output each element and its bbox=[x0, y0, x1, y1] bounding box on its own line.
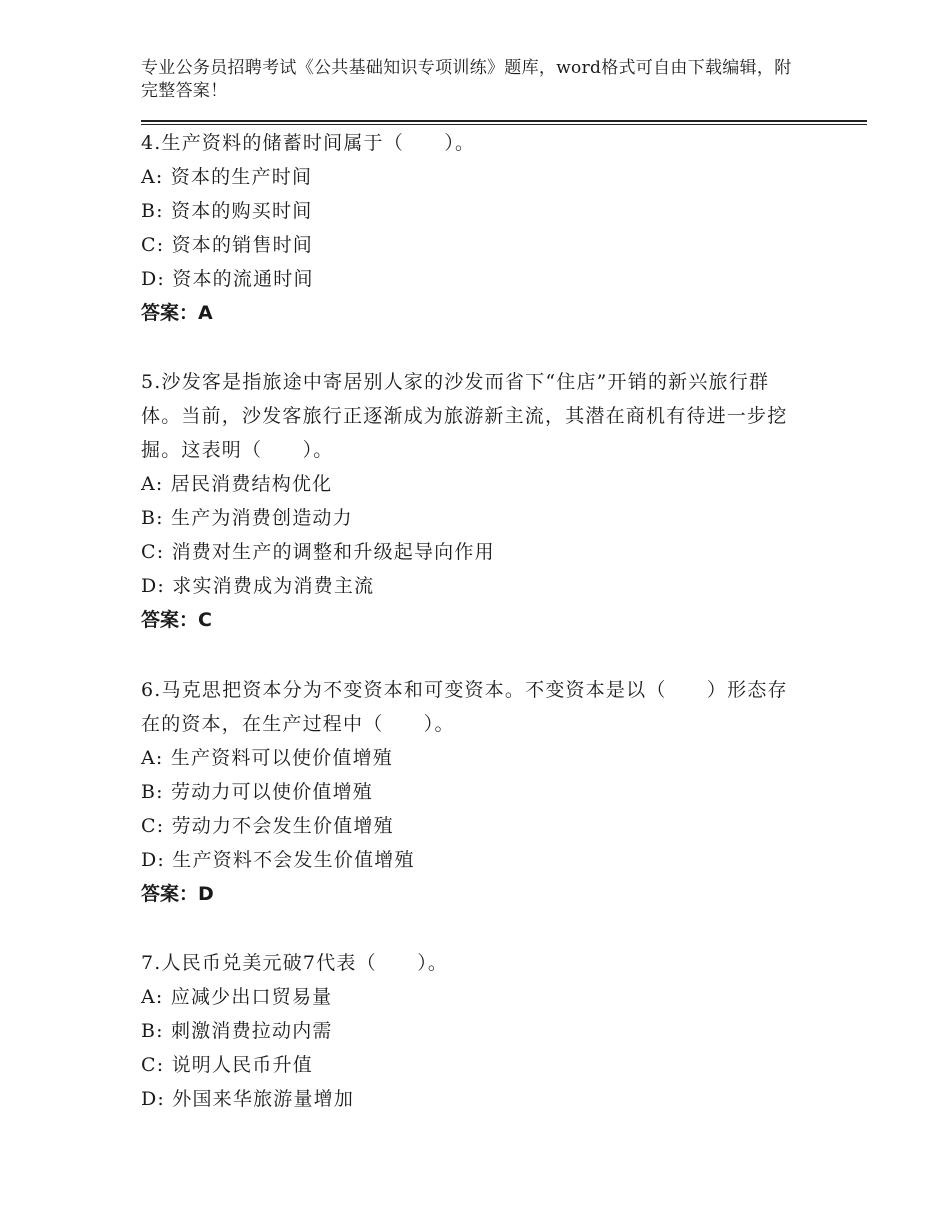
header-rule-thin bbox=[141, 124, 867, 125]
option-d: D: 生产资料不会发生价值增殖 bbox=[141, 849, 415, 871]
question-5 bbox=[141, 365, 801, 637]
header-rule-thick bbox=[141, 120, 867, 122]
option-a: A: 资本的生产时间 bbox=[141, 166, 313, 188]
question-4 bbox=[141, 126, 801, 330]
question-7 bbox=[141, 946, 801, 1116]
question-stem: 6.马克思把资本分为不变资本和可变资本。不变资本是以（ ）形态存在的资本，在生产过程中（ ）。 bbox=[141, 679, 788, 735]
question-stem: 5.沙发客是指旅途中寄居别人家的沙发而省下“住店”开销的新兴旅行群体。当前，沙发客旅行正逐渐成为旅游新主流，其潜在商机有待进一步挖掘。这表明（ ）。 bbox=[141, 371, 788, 461]
option-d: D: 外国来华旅游量增加 bbox=[141, 1088, 355, 1110]
question-6 bbox=[141, 673, 801, 911]
answer-label: 答案：A bbox=[141, 302, 213, 324]
option-b: B: 资本的购买时间 bbox=[141, 200, 313, 222]
answer-label: 答案：D bbox=[141, 883, 214, 905]
answer-label: 答案：C bbox=[141, 609, 212, 631]
document-header: 专业公务员招聘考试《公共基础知识专项训练》题库，word格式可自由下载编辑，附完整答案！ bbox=[141, 58, 792, 101]
option-c: C: 消费对生产的调整和升级起导向作用 bbox=[141, 541, 495, 563]
option-a: A: 生产资料可以使价值增殖 bbox=[141, 747, 393, 769]
question-stem: 7.人民币兑美元破7代表（ ）。 bbox=[141, 952, 449, 974]
option-c: C: 资本的销售时间 bbox=[141, 234, 313, 256]
option-a: A: 居民消费结构优化 bbox=[141, 473, 333, 495]
option-b: B: 劳动力可以使价值增殖 bbox=[141, 781, 374, 803]
option-b: B: 生产为消费创造动力 bbox=[141, 507, 353, 529]
option-d: D: 求实消费成为消费主流 bbox=[141, 575, 375, 597]
option-a: A: 应减少出口贸易量 bbox=[141, 986, 333, 1008]
option-c: C: 说明人民币升值 bbox=[141, 1054, 313, 1076]
option-d: D: 资本的流通时间 bbox=[141, 268, 314, 290]
option-b: B: 刺激消费拉动内需 bbox=[141, 1020, 333, 1042]
question-stem: 4.生产资料的储蓄时间属于（ ）。 bbox=[141, 132, 476, 154]
option-c: C: 劳动力不会发生价值增殖 bbox=[141, 815, 394, 837]
